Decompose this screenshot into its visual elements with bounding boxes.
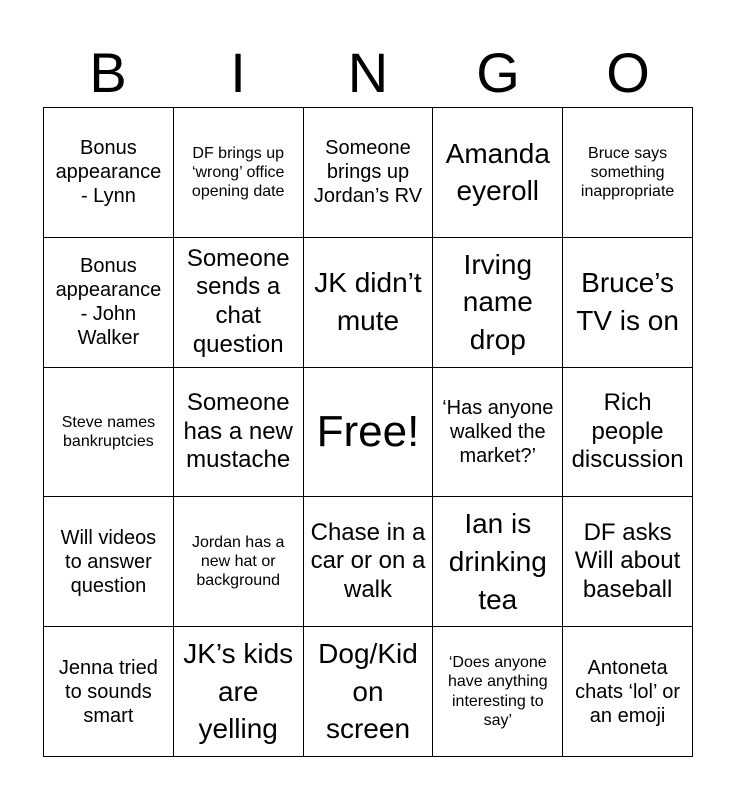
bingo-cell[interactable]: Amanda eyeroll [433, 108, 563, 238]
bingo-cell[interactable]: DF brings up ‘wrong’ office opening date [174, 108, 304, 238]
bingo-cell[interactable]: Bruce says something inappropriate [563, 108, 693, 238]
bingo-cell[interactable]: Bruce’s TV is on [563, 238, 693, 368]
bingo-cell[interactable]: Someone brings up Jordan’s RV [304, 108, 434, 238]
bingo-cell[interactable]: Antoneta chats ‘lol’ or an emoji [563, 627, 693, 757]
bingo-cell[interactable]: Jordan has a new hat or background [174, 497, 304, 627]
bingo-cell[interactable]: ‘Has anyone walked the market?’ [433, 368, 563, 498]
bingo-cell[interactable]: Someone sends a chat question [174, 238, 304, 368]
bingo-cell[interactable]: Bonus appearance - John Walker [44, 238, 174, 368]
bingo-cell[interactable]: Irving name drop [433, 238, 563, 368]
bingo-cell[interactable]: JK’s kids are yelling [174, 627, 304, 757]
header-letter-i: I [230, 41, 246, 104]
header-letter-b: B [89, 41, 127, 104]
bingo-board [43, 107, 693, 757]
header-letter-o: O [606, 41, 650, 104]
bingo-header [43, 40, 693, 106]
bingo-cell[interactable]: Steve names bankruptcies [44, 368, 174, 498]
bingo-cell[interactable]: Dog/Kid on screen [304, 627, 434, 757]
header-letter-g: G [476, 41, 520, 104]
bingo-cell[interactable]: Will videos to answer question [44, 497, 174, 627]
bingo-cell[interactable]: DF asks Will about baseball [563, 497, 693, 627]
bingo-cell[interactable]: Chase in a car or on a walk [304, 497, 434, 627]
bingo-cell[interactable]: ‘Does anyone have anything interesting to say’ [433, 627, 563, 757]
bingo-cell[interactable]: Jenna tried to sounds smart [44, 627, 174, 757]
bingo-cell[interactable]: Rich people discussion [563, 368, 693, 498]
bingo-cell[interactable]: JK didn’t mute [304, 238, 434, 368]
bingo-cell[interactable]: Bonus appearance - Lynn [44, 108, 174, 238]
header-letter-n: N [347, 41, 389, 104]
bingo-cell[interactable]: Someone has a new mustache [174, 368, 304, 498]
bingo-cell[interactable]: Ian is drinking tea [433, 497, 563, 627]
free-space[interactable]: Free! [304, 368, 434, 498]
